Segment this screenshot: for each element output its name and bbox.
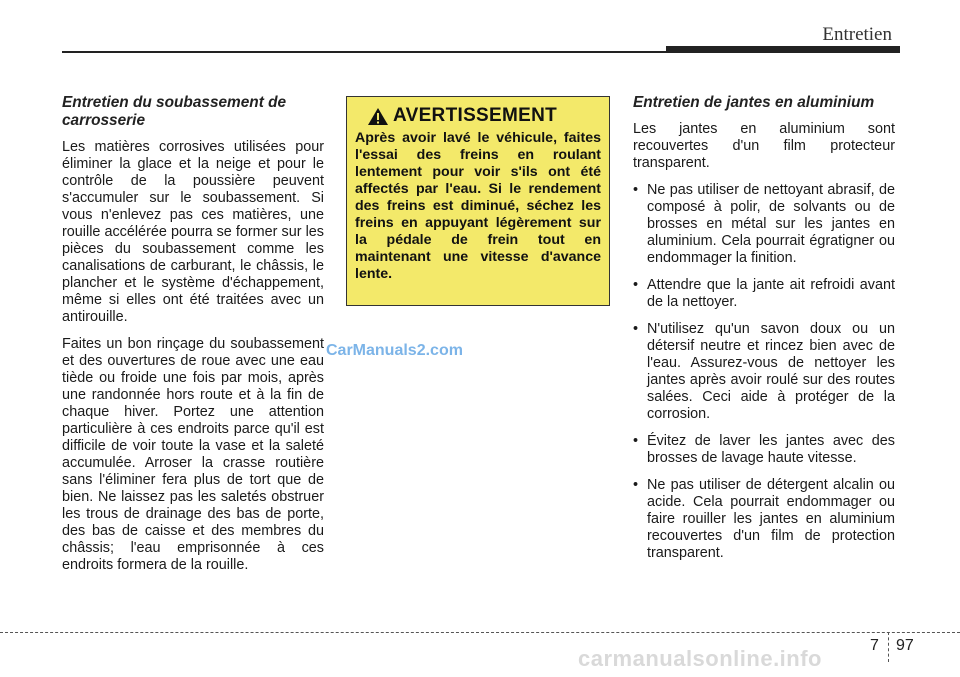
list-item-text: Évitez de laver les jantes avec des brosses de lavage haute vitesse. [647, 433, 895, 466]
warning-box [346, 96, 610, 306]
footer-separator [888, 632, 889, 662]
underbody-paragraph-1: Les matières corrosives utilisées pour éliminer la glace et la neige et pour le contrôle de la poussière peuvent s'accumuler sur le soubassement. Si vous n'enlevez pas ces matières, une rouille accélérée pourra se former sur les pièces du soubassement comme les canalisations de carburant, le châssis, le plancher et le système d'échappement, même si elles ont été traitées avec un antirouille. [62, 139, 324, 325]
list-item-text: N'utilisez qu'un savon doux ou un détersif neutre et rincez bien avec de l'eau. Assurez-vous de nettoyer les jantes après avoir roulé sur des routes salées. Ceci aide à protéger de la corrosion. [647, 321, 895, 422]
warning-title: AVERTISSEMENT [393, 105, 558, 126]
list-item [633, 321, 895, 423]
list-item [633, 433, 895, 467]
bullet-icon: • [633, 277, 639, 293]
list-item [633, 182, 895, 267]
footer-dashed-rule [0, 632, 960, 633]
list-item-text: Ne pas utiliser de détergent alcalin ou acide. Cela pourrait endommager ou faire rouiller les jantes en aluminium recouvertes d'un film de protection transparent. [647, 477, 895, 561]
page-chapter: 7 [870, 637, 879, 654]
section-title: Entretien [822, 24, 892, 45]
list-item-text: Ne pas utiliser de nettoyant abrasif, de composé à polir, de solvants ou de brosses en métal sur les jantes en aluminium. Cela pourrait égratigner ou endommager la finition. [647, 182, 895, 266]
bullet-icon: • [633, 321, 639, 337]
bullet-icon: • [633, 477, 639, 493]
right-column [633, 94, 895, 572]
list-item [633, 477, 895, 562]
site-watermark: CarManuals2.com [326, 342, 463, 359]
left-column [62, 94, 324, 584]
wheels-bullet-list [633, 182, 895, 562]
warning-triangle-icon [367, 107, 389, 126]
bullet-icon: • [633, 182, 639, 198]
underbody-heading: Entretien du soubassement de carrosserie [62, 94, 287, 129]
warning-text: Après avoir lavé le véhicule, faites l'essai des freins en roulant lentement pour voir s'ils ont été affectés par l'eau. Si le rendement des freins est diminué, séchez les freins en appuyant légèrement sur la pédale de frein tout en maintenant une vitesse d'avance lente. [355, 130, 601, 282]
footer-watermark: carmanualsonline.info [578, 646, 822, 671]
underbody-paragraph-2: Faites un bon rinçage du soubassement et des ouvertures de roue avec une eau tiède ou froide une fois par mois, après une randonnée hors route et à la fin de chaque hiver. Portez une attention particulière à ces endroits parce qu'il est difficile de voir toute la vase et la saleté accumulée. Arroser la crasse routière sans l'éliminer fera plus de tort que de bien. Ne laissez pas les saletés obstruer les trous de drainage des bas de porte, des bas de caisse et des membres du châssis; l'eau emprisonnée à ces endroits formera de la rouille. [62, 336, 324, 573]
page-number: 97 [896, 637, 914, 654]
warning-header [355, 105, 601, 127]
bullet-icon: • [633, 433, 639, 449]
list-item-text: Attendre que la jante ait refroidi avant de la nettoyer. [647, 277, 895, 310]
wheels-heading: Entretien de jantes en aluminium [633, 94, 875, 111]
header-rule [62, 51, 666, 53]
list-item [633, 277, 895, 311]
header-bar [666, 46, 900, 53]
wheels-intro: Les jantes en aluminium sont recouvertes d'un film protecteur transparent. [633, 121, 895, 171]
